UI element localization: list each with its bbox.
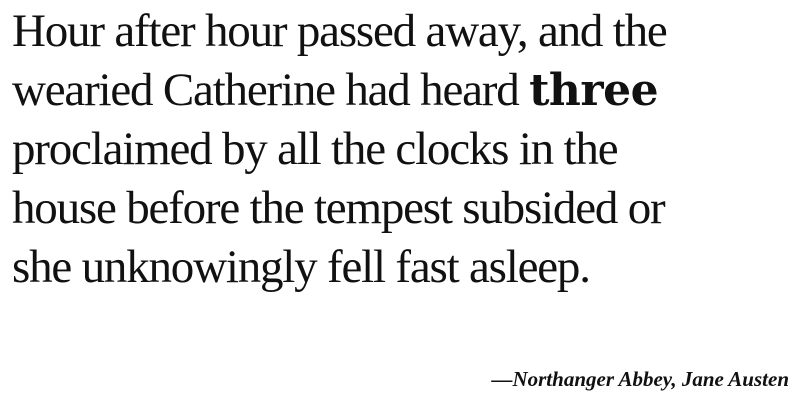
quote-line-1: Hour after hour passed away, and the (12, 5, 667, 57)
quote-block (12, 2, 792, 297)
quote-line-2 (12, 61, 792, 120)
quote-line-3: proclaimed by all the clocks in the (12, 123, 618, 175)
quote-line-2-text: wearied Catherine had heard (12, 64, 530, 116)
quote-line-4: house before the tempest subsided or (12, 182, 665, 234)
quote-line-5: she unknowingly fell fast asleep. (12, 241, 590, 293)
attribution: —Northanger Abbey, Jane Austen (491, 367, 789, 391)
emphasized-word: three (529, 65, 659, 116)
